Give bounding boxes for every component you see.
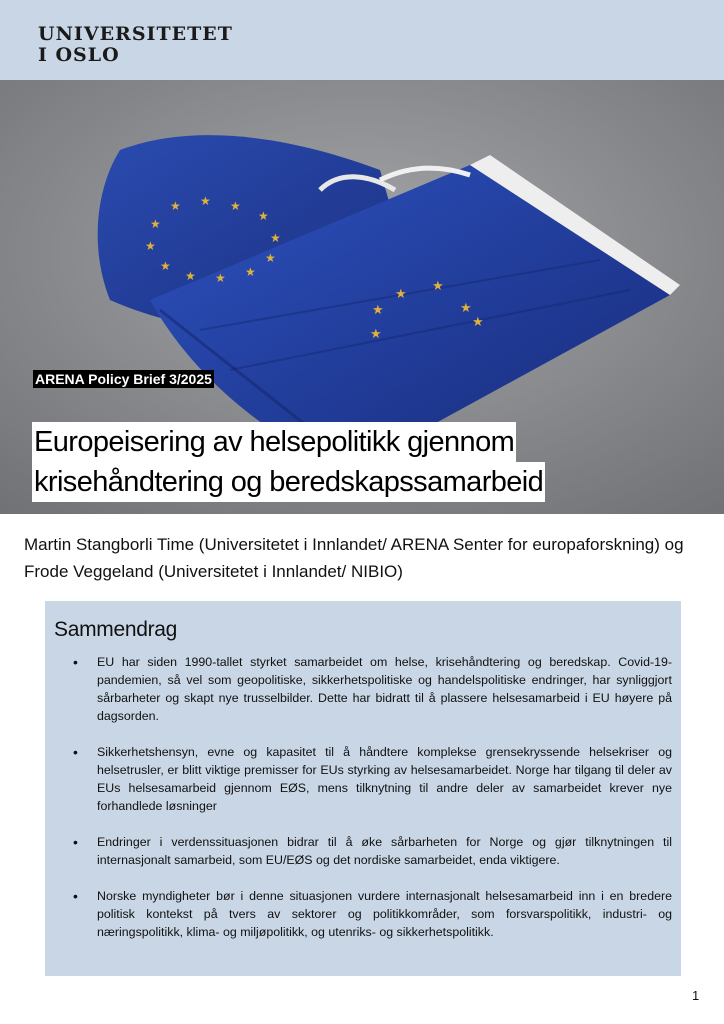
- summary-list: [73, 653, 672, 959]
- svg-text:★: ★: [370, 327, 382, 342]
- summary-item: [73, 887, 672, 941]
- summary-item-text: Norske myndigheter bør i denne situasjonen vurdere internasjonalt helsesamarbeid inn i en bredere politisk kontekst på tvers av sektorer og politikkområder, som forsvarspolitikk, industri- og næringspolitikk, klima- og miljøpolitikk, og utenriks- og sikkerhetspolitikk.: [97, 889, 672, 939]
- document-title-line-2: krisehåndtering og beredskapssamarbeid: [32, 462, 545, 502]
- svg-text:★: ★: [145, 239, 156, 253]
- svg-text:★: ★: [170, 199, 181, 213]
- page-number: 1: [692, 988, 700, 1003]
- svg-text:★: ★: [160, 259, 171, 273]
- header-bar: [0, 0, 724, 80]
- svg-text:★: ★: [472, 315, 484, 330]
- policy-brief-label: ARENA Policy Brief 3/2025: [35, 371, 212, 387]
- logo-line-1: UNIVERSITETET: [38, 23, 233, 45]
- svg-text:★: ★: [185, 269, 196, 283]
- svg-text:★: ★: [230, 199, 241, 213]
- summary-item: [73, 743, 672, 815]
- bullet-icon: •: [73, 744, 78, 760]
- summary-box: [45, 601, 681, 976]
- svg-text:★: ★: [215, 271, 226, 285]
- logo-line-2: I OSLO: [38, 44, 120, 66]
- svg-text:★: ★: [245, 265, 256, 279]
- summary-item-text: Sikkerhetshensyn, evne og kapasitet til å håndtere komplekse grensekryssende helsekriser og helsetrusler, er blitt viktige premisser for EUs styrking av helsesamarbeidet. Norge har tilgang til deler av EUs helsesamarbeid gjennom EØS, mens tilknytning til andre deler av samarbeidet krever nye forhandlede løsninger: [97, 745, 672, 813]
- summary-item-text: Endringer i verdenssituasjonen bidrar til å øke sårbarheten for Norge og gjør tilknytningen til internasjonalt samarbeid, som EU/EØS og det nordiske samarbeidet, enda viktigere.: [97, 835, 672, 867]
- bullet-icon: •: [73, 888, 78, 904]
- svg-text:★: ★: [258, 209, 269, 223]
- svg-text:★: ★: [372, 303, 384, 318]
- svg-text:★: ★: [150, 217, 161, 231]
- svg-text:★: ★: [270, 231, 281, 245]
- svg-text:★: ★: [265, 251, 276, 265]
- svg-text:★: ★: [200, 194, 211, 208]
- authors: Martin Stangborli Time (Universitetet i Innlandet/ ARENA Senter for europaforskning) og Frode Veggeland (Universitetet i Innlandet/ NIBIO): [24, 535, 684, 581]
- summary-item-text: EU har siden 1990-tallet styrket samarbeidet om helse, krisehåndtering og beredskap. Covid-19-pandemien, så vel som geopolitiske, sikkerhetspolitiske og handelspolitiske endringer, har synliggjort sårbarheter og skapt nye trusselbilder. Dette har bidratt til å plassere helsesamarbeid i EU høyere på dagsorden.: [97, 655, 672, 723]
- summary-item: [73, 653, 672, 725]
- summary-heading: Sammendrag: [54, 618, 178, 641]
- svg-text:★: ★: [395, 287, 407, 302]
- svg-text:★: ★: [460, 301, 472, 316]
- bullet-icon: •: [73, 654, 78, 670]
- hero-image: [0, 80, 724, 514]
- bullet-icon: •: [73, 834, 78, 850]
- document-title-line-1: Europeisering av helsepolitikk gjennom: [32, 422, 516, 462]
- summary-item: [73, 833, 672, 869]
- svg-text:★: ★: [432, 279, 444, 294]
- university-logo[interactable]: [38, 24, 233, 66]
